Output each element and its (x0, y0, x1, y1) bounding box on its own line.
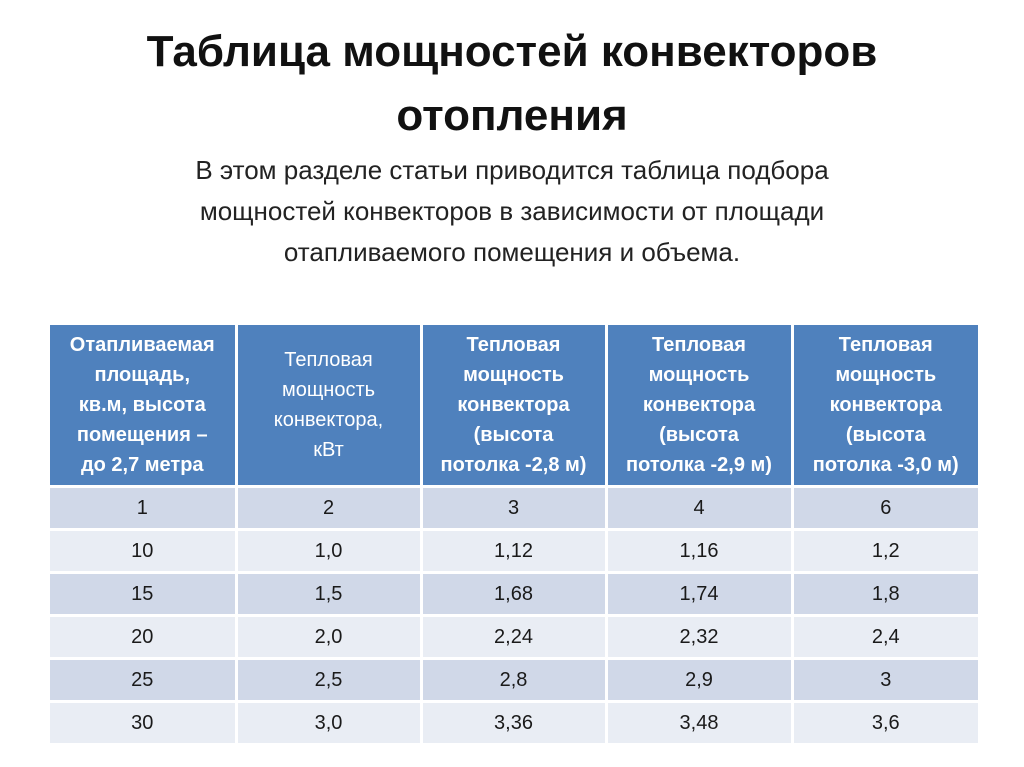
header-power-2-9: Тепловая мощность конвектора (высота потолка -2,9 м) (606, 325, 792, 487)
table-cell: 3,36 (421, 702, 606, 745)
table-cell: 2,24 (421, 616, 606, 659)
table-cell: 4 (606, 487, 792, 530)
table-cell: 1,0 (236, 530, 421, 573)
table-cell: 1,5 (236, 573, 421, 616)
table-cell: 3 (421, 487, 606, 530)
table-cell: 3 (792, 659, 978, 702)
table-cell: 10 (50, 530, 236, 573)
table-cell: 1 (50, 487, 236, 530)
table-row (50, 659, 978, 702)
table-cell: 1,68 (421, 573, 606, 616)
table-cell: 30 (50, 702, 236, 745)
table-cell: 1,8 (792, 573, 978, 616)
table-cell: 15 (50, 573, 236, 616)
header-power-3-0: Тепловая мощность конвектора (высота потолка -3,0 м) (792, 325, 978, 487)
table-row (50, 530, 978, 573)
header-area: Отапливаемая площадь, кв.м, высота помещения – до 2,7 метра (50, 325, 236, 487)
table-cell: 25 (50, 659, 236, 702)
table-row (50, 487, 978, 530)
table-container (50, 325, 978, 746)
table-header-row (50, 325, 978, 487)
title-line-2: отопления (396, 91, 628, 140)
table-cell: 1,74 (606, 573, 792, 616)
table-cell: 1,2 (792, 530, 978, 573)
table-cell: 2,32 (606, 616, 792, 659)
slide-title (0, 20, 1024, 148)
table-cell: 3,6 (792, 702, 978, 745)
table-cell: 3,48 (606, 702, 792, 745)
header-power-2-8: Тепловая мощность конвектора (высота потолка -2,8 м) (421, 325, 606, 487)
table-row (50, 702, 978, 745)
table-cell: 2,5 (236, 659, 421, 702)
table-cell: 6 (792, 487, 978, 530)
table-cell: 2,8 (421, 659, 606, 702)
convector-power-table (50, 325, 978, 746)
subtitle-line-1: В этом разделе статьи приводится таблица подбора (195, 155, 829, 185)
subtitle-line-3: отапливаемого помещения и объема. (283, 237, 741, 267)
table-cell: 1,12 (421, 530, 606, 573)
table-cell: 2 (236, 487, 421, 530)
table-row (50, 573, 978, 616)
slide-subtitle (0, 150, 1024, 273)
table-cell: 1,16 (606, 530, 792, 573)
table-cell: 2,4 (792, 616, 978, 659)
header-power-kw: Тепловая мощность конвектора, кВт (236, 325, 421, 487)
table-cell: 2,9 (606, 659, 792, 702)
table-cell: 20 (50, 616, 236, 659)
table-cell: 2,0 (236, 616, 421, 659)
subtitle-line-2: мощностей конвекторов в зависимости от площади (199, 196, 825, 226)
table-row (50, 616, 978, 659)
title-line-1: Таблица мощностей конвекторов (146, 27, 878, 76)
table-cell: 3,0 (236, 702, 421, 745)
